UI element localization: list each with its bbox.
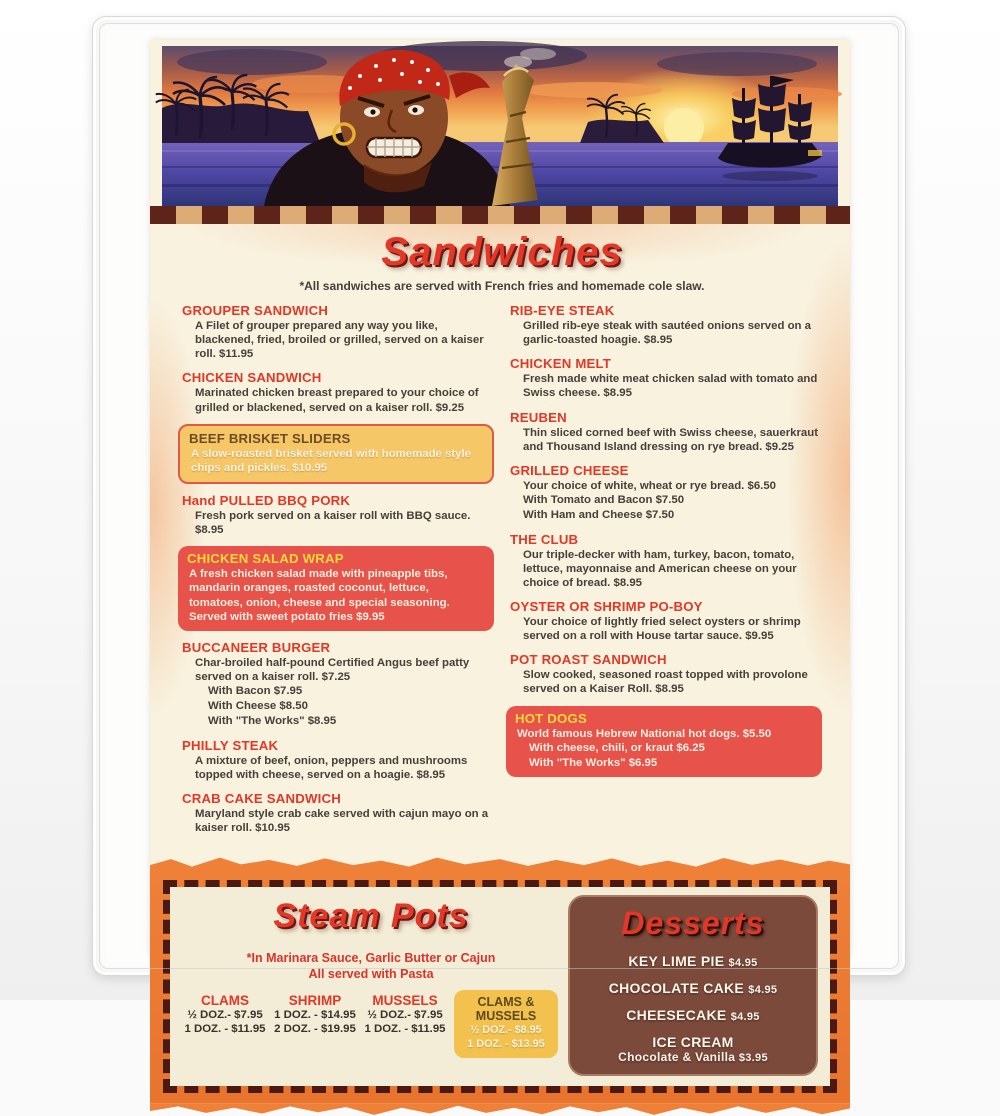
- menu-item-pot-roast-sandwich: POT ROAST SANDWICH Slow cooked, seasoned roast topped with provolone served on a Kaiser Roll. $8.95: [510, 652, 808, 696]
- cloud: [177, 49, 327, 75]
- menu-item-rib-eye-steak: RIB-EYE STEAK Grilled rib-eye steak with sautéed onions served on a garlic-toasted hoagie. $8.95: [510, 303, 812, 347]
- menu-item-beef-brisket-sliders: BEEF BRISKET SLIDERS A slow-roasted brisket served with homemade style chips and pickles. $10.95: [178, 424, 494, 484]
- steam-pots-shrimp: SHRIMP 1 DOZ. - $14.95 2 DOZ. - $19.95: [274, 992, 356, 1036]
- smoke-puff: [520, 48, 556, 60]
- left-column: [182, 303, 494, 844]
- menu-item-philly-steak: PHILLY STEAK A mixture of beef, onion, peppers and mushrooms topped with cheese, served on a hoagie. $8.95: [182, 737, 468, 781]
- menu-item-reuben: REUBEN Thin sliced corned beef with Swiss cheese, sauerkraut and Thousand Island dressing on rye bread. $9.25: [510, 409, 818, 453]
- dessert-cheesecake: CHEESECAKE $4.95: [626, 1007, 760, 1024]
- cloud: [657, 52, 817, 76]
- desserts-section: [568, 895, 818, 1076]
- menu-item-pulled-bbq-pork: Hand PULLED BBQ PORK Fresh pork served on a kaiser roll with BBQ sauce. $8.95: [182, 492, 471, 537]
- clear-menu-cover: [92, 16, 906, 1065]
- steam-pots-clams: CLAMS ½ DOZ.- $7.95 1 DOZ. - $11.95: [184, 992, 266, 1036]
- menu-item-chicken-salad-wrap: CHICKEN SALAD WRAP A fresh chicken salad made with pineapple tibs, mandarin oranges, roasted coconut, lettuce, tomatoes, onion, cheese and special seasoning. Served with sweet potato fries $9.95: [178, 546, 494, 631]
- menu-page: [150, 40, 850, 1065]
- desserts-title: Desserts: [621, 905, 765, 942]
- menu-item-chicken-sandwich: CHICKEN SANDWICH Marinated chicken breast prepared to your choice of grilled or blackened, served on a kaiser roll. $9.25: [182, 370, 479, 414]
- steam-pots-section: [184, 895, 558, 1076]
- torn-paper-edge: [150, 1103, 850, 1116]
- sunset-cloud: [522, 82, 662, 98]
- sunset-cloud: [732, 87, 842, 101]
- menu-item-grouper-sandwich: GROUPER SANDWICH A Filet of grouper prepared any way you like, blackened, fried, broiled or grilled, served on a kaiser roll. $11.95: [182, 303, 484, 361]
- dessert-key-lime-pie: KEY LIME PIE $4.95: [628, 953, 758, 970]
- steam-pots-mussels: MUSSELS ½ DOZ.- $7.95 1 DOZ. - $11.95: [364, 992, 446, 1036]
- menu-item-hot-dogs: HOT DOGS World famous Hebrew National hot dogs. $5.50 With cheese, chili, or kraut $6.25 With "The Works" $6.95: [506, 706, 822, 778]
- sandwiches-note: *All sandwiches are served with French fries and homemade cole slaw.: [299, 279, 705, 293]
- pirate-scene-art: [162, 46, 838, 206]
- dessert-chocolate-cake: CHOCOLATE CAKE $4.95: [608, 980, 778, 997]
- menu-item-crab-cake-sandwich: CRAB CAKE SANDWICH Maryland style crab cake served with cajun mayo on a kaiser roll. $10.95: [182, 790, 489, 835]
- menu-item-the-club: THE CLUB Our triple-decker with ham, turkey, bacon, tomato, lettuce, mayonnaise and American cheese on your choice of bread. $8.95: [510, 531, 797, 589]
- menu-item-oyster-shrimp-po-boy: OYSTER OR SHRIMP PO-BOY Your choice of lightly fried select oysters or shrimp served on a roll with House tartar sauce. $9.95: [510, 599, 801, 643]
- menu-item-grilled-cheese: GRILLED CHEESE Your choice of white, wheat or rye bread. $6.50 With Tomato and Bacon $7.50 With Ham and Cheese $7.50: [510, 462, 776, 521]
- sandwiches-section: [150, 224, 850, 854]
- steam-pots-title: Steam Pots: [273, 897, 469, 936]
- pirate-banner-illustration: [162, 46, 838, 206]
- right-column: [510, 303, 822, 844]
- menu-item-buccaneer-burger: BUCCANEER BURGER Char-broiled half-pound Certified Angus beef patty served on a kaiser roll. $7.25 With Bacon $7.95 With Cheese $8.50 With "The Works" $8.95: [182, 639, 470, 727]
- steam-pots-note: *In Marinara Sauce, Garlic Butter or Cajun All served with Pasta: [246, 951, 496, 982]
- bottom-section: [150, 856, 850, 1116]
- clams-and-mussels-combo-card: CLAMS & MUSSELS ½ DOZ.- $8.95 1 DOZ. - $13.95: [454, 990, 558, 1059]
- menu-item-chicken-melt: CHICKEN MELT Fresh made white meat chicken salad with tomato and Swiss cheese. $8.95: [510, 356, 818, 400]
- dessert-ice-cream: ICE CREAM Chocolate & Vanilla $3.95: [618, 1034, 768, 1065]
- checker-border-strip: [150, 206, 850, 224]
- torn-paper-edge: [150, 856, 850, 871]
- sandwiches-title: Sandwiches: [381, 230, 623, 274]
